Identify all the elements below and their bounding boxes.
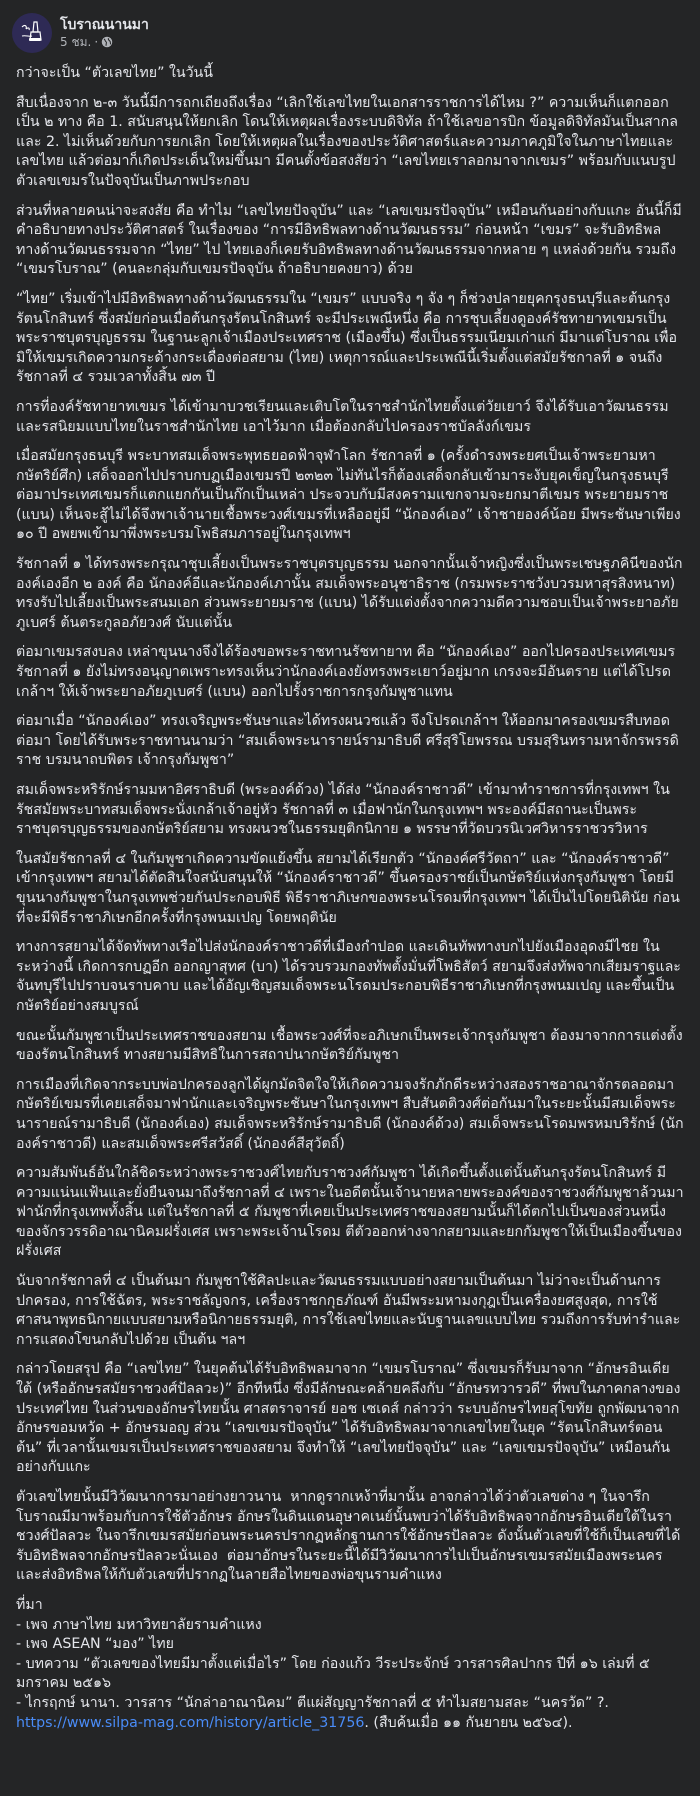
reference-link-line <box>16 1714 684 1734</box>
paragraph-5: เมื่อสมัยกรุงธนบุรี พระบาทสมเด็จพระพุทธยอดฟ้าจุฬาโลก รัชกาลที่ ๑ (ครั้งดำรงพระยศเป็นเจ้าพระยามหากษัตริย์ศึก) เสด็จออกไปปราบกบฏเมืองเขมรปี ๒๓๒๓ ไม่ทันไรก็ต้องเสด็จกลับเข้ามาระงับยุคเข็ญในกรุงธนบุรี ต่อมาประเทศเขมรก็แตกแยกกันเป็นก๊กเป็นเหล่า ประจวบกับมีสงครามแขกจามจะยกมาตีเขมร พระยายมราช (แบน) เห็นจะสู้ไม่ได้จึงพาเจ้านายเชื้อพระวงศ์เขมรที่เหลืออยู่มี “นักองค์เอง” เจ้าชายองค์น้อย มีพระชันษาเพียง ๑๐ ปี อพยพเข้ามาพึ่งพระบรมโพธิสมภารอยู่ในกรุงเทพฯ <box>16 448 686 543</box>
globe-icon[interactable] <box>101 36 113 48</box>
post-timestamp[interactable]: 5 ชม. <box>60 35 92 49</box>
paragraph-4: การที่องค์รัชทายาทเขมร ได้เข้ามาบวชเรียนและเติบโตในราชสำนักไทยตั้งแต่วัยเยาว์ จึงได้รับเอาวัฒนธรรมและรสนิยมแบบไทยในราชสำนักไทย เอาไว้มาก เมื่อต้องกลับไปครองราชบัลลังก์เขมร <box>16 398 669 435</box>
paragraph-12: ขณะนั้นกัมพูชาเป็นประเทศราชของสยาม เชื้อพระวงศ์ที่จะอภิเษกเป็นพระเจ้ากรุงกัมพูชา ต้องมาจากการแต่งตั้งของรัตนโกสินทร์ ทางสยามมีสิทธิในการสถาปนากษัตริย์กัมพูชา <box>16 1027 683 1064</box>
paragraph-13: การเมืองที่เกิดจากระบบพ่อปกครองลูกได้ผูกมัดจิตใจให้เกิดความจงรักภักดีระหว่างสองราชอาณาจักรตลอดมา กษัตริย์เขมรที่เคยเสด็จมาฟานักและเจริญพระชันษาในกรุงเทพฯ สืบสันตติวงศ์ต่อกันมาในระยะนั้นมีสมเด็จพระนารายณ์รามาธิบดี (นักองค์เอง) สมเด็จพระหริรักษ์รามาธิบดี (นักองค์ด้วง) สมเด็จพระนโรดมพรหมบริรักษ์ (นักองค์ราชาวดี) และสมเด็จพระศรีสวัสดิ์ (นักองค์สีสุวัตถิ์) <box>16 1076 684 1152</box>
paragraph-10: ในสมัยรัชกาลที่ ๔ ในกัมพูชาเกิดความขัดแย้งขึ้น สยามได้เรียกตัว “นักองค์ศรีวัตถา” และ “นักองค์ราชาวดี” เข้ากรุงเทพฯ สยามได้ตัดสินใจสนับสนุนให้ “นักองค์ราชาวดี” ขึ้นครองราชย์เป็นกษัตริย์แห่งกรุงกัมพูชา โดยมีขุนนางกัมพูชาในกรุงเทพช่วยกันประกอบพิธี พิธีราชาภิเษกของพระนโรดมที่กรุงเทพฯ ได้เป็นไปโดยนิตินัย ก่อนที่จะมีพิธีราชาภิเษกอีกครั้งที่กรุงพนมเปญ โดยพฤตินัย <box>16 850 680 926</box>
paragraph-1: สืบเนื่องจาก ๒-๓ วันนี้มีการถกเถียงถึงเรื่อง “เลิกใช้เลขไทยในเอกสารราชการได้ไหม ?” ความเห็นก็แตกออกเป็น ๒ ทาง คือ 1. สนับสนุนให้ยกเลิก โดนให้เหตุผลเรื่องระบบดิจิทัล ถ้าใช้เลขอารบิก ข้อมูลดิจิทัลมันเป็นสากล และ 2. ไม่เห็นด้วยกับการยกเลิก โดยให้เหตุผลในเรื่องของประวัติศาสตร์และความภาคภูมิใจในภาษาไทยและเลขไทย แล้วต่อมาก็เกิดประเด็นใหม่ขึ้นมา มีคนตั้งข้อสงสัยว่า “เลขไทยเราลอกมาจากเขมร” พร้อมกับแนบรูปตัวเลขเขมรในปัจจุบันเป็นภาพประกอบ <box>16 94 683 189</box>
paragraph-7: ต่อมาเขมรสงบลง เหล่าขุนนางจึงได้ร้องขอพระราชทานรัชทายาท คือ “นักองค์เอง” ออกไปครองประเทศเขมร รัชกาลที่ ๑ ยังไม่ทรงอนุญาตเพราะทรงเห็นว่านักองค์เองยังทรงพระเยาว์อยู่มาก เกรงจะมีอันตราย แต่ได้โปรดเกล้าฯ ให้เจ้าพระยาอภัยภูเบศร์ (แบน) ออกไปรั้งราชการกรุงกัมพูชาแทน <box>16 644 680 700</box>
reference-item: - เพจ ASEAN “มอง” ไทย <box>16 1636 174 1653</box>
paragraph-15: นับจากรัชกาลที่ ๔ เป็นต้นมา กัมพูชาใช้ศิลปะและวัฒนธรรมแบบอย่างสยามเป็นต้นมา ไม่ว่าจะเป็นด้านการปกครอง, การใช้ฉัตร, พระราชลัญจกร, เครื่องราชกกุธภัณฑ์ อันมีพระมหามงกุฎเป็นเครื่องยศสูงสุด, การใช้ศาสนาพุทธนิกายแบบสยามหรือนิกายธรรมยุติ, การใช้เลขไทยและนับฐานเลขแบบไทย รวมถึงการรับท่ารำและการแสดงโขนกลับไปด้วย เป็นต้น ฯลฯ <box>16 1273 681 1348</box>
paragraph-3: “ไทย” เริ่มเข้าไปมีอิทธิพลทางด้านวัฒนธรรมใน “เขมร” แบบจริง ๆ จัง ๆ ก็ช่วงปลายยุคกรุงธนบุรีและต้นกรุงรัตนโกสินทร์ ซึ่งสมัยก่อนเมื่อต้นกรุงรัตนโกสินทร์ จะมีประเพณีหนึ่ง คือ การชุบเลี้ยงดูองค์รัชทายาทเขมรเป็นพระราชบุตรบุญธรรม ในฐานะลูกเจ้าเมืองประเทศราช (เมืองขึ้น) ซึ่งเป็นธรรมเนียมเก่าแก่ มีมาแต่โบราณ เพื่อมิให้เขมรเกิดความกระด้างกระเดื่องต่อสยาม (ไทย) เหตุการณ์และประเพณีนี้เริ่มตั้งแต่สมัยรัชกาลที่ ๑ จนถึงรัชกาลที่ ๔ รวมเวลาทั้งสิ้น ๗๓ ปี <box>16 290 677 386</box>
reference-link[interactable]: https://www.silpa-mag.com/history/article_31756 <box>16 1714 365 1731</box>
paragraph-8: ต่อมาเมื่อ “นักองค์เอง” ทรงเจริญพระชันษาและได้ทรงผนวชแล้ว จึงโปรดเกล้าฯ ให้ออกมาครองเขมรสืบทอดต่อมา โดยได้รับพระราชทานนามว่า “สมเด็จพระนารายน์รามาธิบดี ศรีสุริโยพรรณ บรมสุรินทรามหาจักรพรรดิราช บรมนาถบพิตร เจ้ากรุงกัมพูชา” <box>16 713 679 769</box>
page-logo-icon <box>17 18 47 48</box>
meta-separator: · <box>94 35 99 49</box>
post-body <box>16 64 684 1733</box>
paragraph-16: กล่าวโดยสรุป คือ “เลขไทย” ในยุคต้นได้รับอิทธิพลมาจาก “เขมรโบราณ” ซึ่งเขมรก็รับมาจาก “อักษรอินเดียใต้ (หรืออักษรสมัยราชวงศ์ปัลลวะ)” อีกทีหนึ่ง ซึ่งมีลักษณะคล้ายคลึงกับ “อักษรทวารวดี” ที่พบในภาคกลางของประเทศไทย ในส่วนของอักษรไทยนั้น ศาสตราจารย์ ยอช เซเดส์ กล่าวว่า ระบบอักษรไทยสุโขทัย ถูกพัฒนาจากอักษรขอมหวัด + อักษรมอญ ส่วน “เลขเขมรปัจจุบัน” ได้รับอิทธิพลมาจากเลขไทยในยุค “รัตนโกสินทร์ตอนต้น” ที่เวลานั้นเขมรเป็นประเทศราชของสยาม จึงทำให้ “เลขไทยปัจจุบัน” และ “เลขเขมรปัจจุบัน” เหมือนกันอย่างกับแกะ <box>16 1361 681 1476</box>
page-name-link[interactable]: โบราณนานมา <box>60 17 149 33</box>
post-header <box>12 10 684 56</box>
reference-item: - เพจ ภาษาไทย มหาวิทยาลัยรามคำแหง <box>16 1616 262 1633</box>
paragraph-11: ทางการสยามได้จัดทัพทางเรือไปส่งนักองค์ราชาวดีที่เมืองกำปอด และเดินทัพทางบกไปยังเมืองอุดงมีไชย ในระหว่างนี้ เกิดการกบฏอีก ออกญาสุทศ (บา) ได้รวบรวมกองทัพตั้งมั่นที่โพธิสัตว์ สยามจึงส่งทัพจากเสียมราฐและจันทบุรีไปปราบจนราบคาบ และได้อัญเชิญสมเด็จพระนโรดมประกอบพิธีราชาภิเษกที่กรุงพนมเปญ และขึ้นเป็นกษัตริย์อย่างสมบูรณ์ <box>16 939 681 1014</box>
references-heading: ที่มา <box>16 1596 43 1613</box>
post-title: กว่าจะเป็น “ตัวเลขไทย” ในวันนี้ <box>16 65 213 81</box>
paragraph-2: ส่วนที่หลายคนน่าจะสงสัย คือ ทำไม “เลขไทยปัจจุบัน” และ “เลขเขมรปัจจุบัน” เหมือนกันอย่างกับแกะ อันนี้ก็มีคำอธิบายทางประวัติศาสตร์ ในเรื่องของ “การมีอิทธิพลทางด้านวัฒนธรรม” ก่อนหน้า “เขมร” จะรับอิทธิพลทางด้านวัฒนธรรมจาก “ไทย” ไป ไทยเองก็เคยรับอิทธิพลทางด้านวัฒนธรรมจากหลาย ๆ แหล่งด้วยกัน รวมถึง “เขมรโบราณ” (คนละกลุ่มกับเขมรปัจจุบัน ถ้าอธิบายคงยาว) ด้วย <box>16 202 682 278</box>
page-avatar[interactable] <box>12 13 52 53</box>
reference-link-suffix: . (สืบค้นเมื่อ ๑๑ กันยายน ๒๕๖๔). <box>364 1714 573 1731</box>
reference-item: - บทความ “ตัวเลขของไทยมีมาตั้งแต่เมื่อไร” โดย ก่องแก้ว วีระประจักษ์ วารสารศิลปากร ปีที่ ๑๖ เล่มที่ ๕ มกราคม ๒๕๑๖ <box>16 1655 650 1692</box>
paragraph-17: ตัวเลขไทยนั้นมีวิวัฒนาการมาอย่างยาวนาน หากดูรากเหง้าที่มานั้น อาจกล่าวได้ว่าตัวเลขต่าง ๆ ในจารึกโบราณมีมาพร้อมกับการใช้ตัวอักษร อักษรในดินแดนอุษาคเนย์นั้นพบว่าได้รับอิทธิพลจากอักษรอินเดียใต้ในราชวงศ์ปัลลวะ ในจารึกเขมรสมัยก่อนพระนครปรากฏหลักฐานการใช้อักษรปัลลวะ ดังนั้นตัวเลขที่ใช้ก็เป็นเลขที่ได้รับอิทธิพลจากอักษรปัลลวะนั่นเอง ต่อมาอักษรในระยะนี้ได้มีวิวัฒนาการไปเป็นอักษรเขมรสมัยเมืองพระนคร และส่งอิทธิพลให้กับตัวเลขที่ปรากฏในลายสือไทยของพ่อขุนรามคำแหง <box>16 1489 681 1584</box>
references-section <box>16 1596 684 1733</box>
reference-item: - ไกรฤกษ์ นานา. วารสาร “นักล่าอาณานิคม” ตีแผ่สัญญารัชกาลที่ ๕ ทำไมสยามสละ “นครวัด” ?. <box>16 1694 609 1711</box>
paragraph-6: รัชกาลที่ ๑ ได้ทรงพระกรุณาชุบเลี้ยงเป็นพระราชบุตรบุญธรรม นอกจากนั้นเจ้าหญิงซึ่งเป็นพระเชษฐภคินีของนักองค์เองอีก ๒ องค์ คือ นักองค์อีและนักองค์เภานั้น สมเด็จพระอนุชาธิราช (กรมพระราชวังบวรมหาสุรสิงหนาท) ทรงรับไปเลี้ยงเป็นพระสนมเอก ส่วนพระยายมราช (แบน) ได้รับแต่งตั้งจากความดีความชอบเป็นเจ้าพระยาอภัยภูเบศร์ ต้นตระกูลอภัยวงศ์ นับแต่นั้น <box>16 556 683 631</box>
post-meta <box>60 34 149 50</box>
paragraph-14: ความสัมพันธ์อันใกล้ชิดระหว่างพระราชวงศ์ไทยกับราชวงศ์กัมพูชา ได้เกิดขึ้นตั้งแต่นั้นต้นกรุงรัตนโกสินทร์ มีความแน่นแฟ้นและยั่งยืนจนมาถึงรัชกาลที่ ๔ เพราะในอดีตนั้นเจ้านายหลายพระองค์ของราชวงศ์กัมพูชาล้วนมาฟานักที่กรุงเทพทั้งสิ้น แต่ในรัชกาลที่ ๕ กัมพูชาที่เคยเป็นประเทศราชของสยามนั้นก็ได้ตกไปเป็นของส่วนหนึ่งของจักรวรรดิอาณานิคมฝรั่งเศส เพราะพระเจ้านโรดม ตีตัวออกห่างจากสยามและยกกัมพูชาให้เป็นเมืองขึ้นของฝรั่งเศส <box>16 1165 684 1260</box>
paragraph-9: สมเด็จพระหริรักษ์รามมหาอิศราธิบดี (พระองค์ด้วง) ได้ส่ง “นักองค์ราชาวดี” เข้ามาทำราชการที่กรุงเทพฯ ในรัชสมัยพระบาทสมเด็จพระนั่งเกล้าเจ้าอยู่หัว รัชกาลที่ ๓ เมื่อฟานักในกรุงเทพฯ พระองค์มีสถานะเป็นพระราชบุตรบุญธรรมของกษัตริย์สยาม ทรงผนวชในธรรมยุติกนิกาย ๑ พรรษาที่วัดบวรนิเวศวิหารราชวรวิหาร <box>16 782 670 838</box>
